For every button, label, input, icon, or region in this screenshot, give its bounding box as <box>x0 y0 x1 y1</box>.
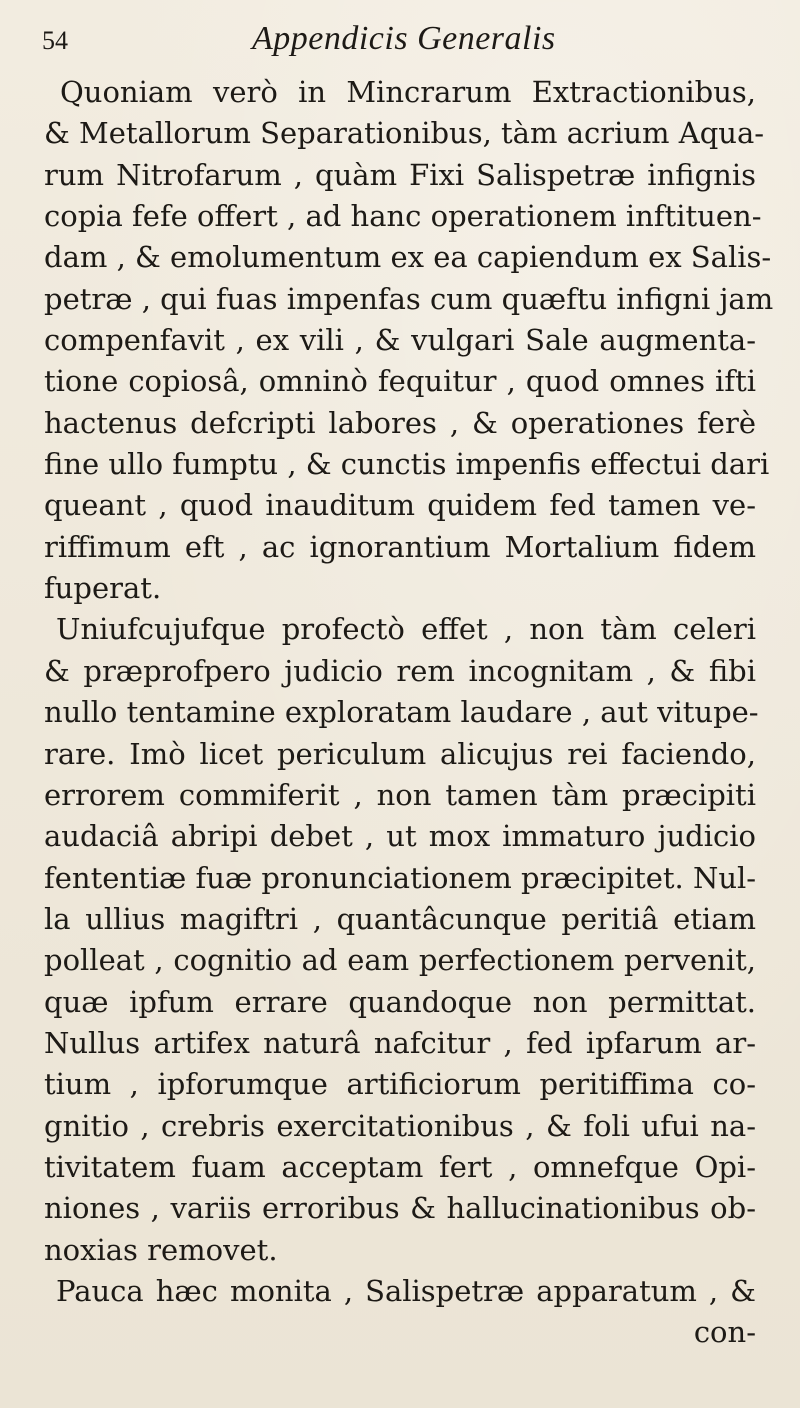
text-line: rum Nitrofarum , quàm Fixi Salispetræ infignis <box>44 157 756 192</box>
text-line: polleat , cognitio ad eam perfectionem pervenit, <box>44 943 756 978</box>
catchword: con- <box>693 1315 756 1350</box>
text-line: noxias removet. <box>44 1232 278 1267</box>
body-text <box>44 72 774 1354</box>
text-line: riffimum eft , ac ignorantium Mortalium fidem <box>44 529 756 564</box>
text-line: errorem commiferit , non tamen tàm præcipiti <box>44 777 756 812</box>
text-line: & præprofpero judicio rem incognitam , & fibi <box>44 653 756 688</box>
text-line: quæ ipfum errare quandoque non permittat. <box>44 984 756 1019</box>
text-line: nullo tentamine exploratam laudare , aut vitupe- <box>44 695 759 730</box>
text-line: copia fefe offert , ad hanc operationem inftituen- <box>44 199 762 234</box>
text-line: gnitio , crebris exercitationibus , & foli ufui na- <box>44 1108 756 1143</box>
text-line: tium , ipforumque artificiorum peritiffima co- <box>44 1067 756 1102</box>
text-line: Pauca hæc monita , Salispetræ apparatum , & <box>56 1273 756 1308</box>
text-line: queant , quod inauditum quidem fed tamen ve- <box>44 488 756 523</box>
text-line: & Metallorum Separationibus, tàm acrium Aqua- <box>44 116 765 151</box>
running-head: Appendicis Generalis <box>252 20 556 57</box>
page-number: 54 <box>42 26 68 55</box>
text-line: hactenus defcripti labores , & operationes ferè <box>44 405 756 440</box>
text-line: tivitatem fuam acceptam fert , omnefque Opi- <box>44 1149 756 1184</box>
text-line: Uniufcujufque profectò effet , non tàm celeri <box>56 612 756 647</box>
text-line: tione copiosâ, omninò fequitur , quod omnes ifti <box>44 364 756 399</box>
text-line: fuperat. <box>44 571 162 606</box>
text-line: dam , & emolumentum ex ea capiendum ex Salis- <box>44 240 772 275</box>
text-line: niones , variis erroribus & hallucinationibus ob- <box>44 1191 756 1226</box>
text-line: fine ullo fumptu , & cunctis impenfis effectui dari <box>44 447 770 482</box>
text-line: Nullus artifex naturâ nafcitur , fed ipfarum ar- <box>44 1025 756 1060</box>
text-line: Quoniam verò in Mincrarum Extractionibus, <box>60 75 756 109</box>
text-line: rare. Imò licet periculum alicujus rei faciendo, <box>44 736 756 771</box>
text-line: compenfavit , ex vili , & vulgari Sale augmenta- <box>44 323 756 358</box>
text-line: audaciâ abripi debet , ut mox immaturo judicio <box>44 819 756 854</box>
page-header <box>42 18 760 64</box>
text-line: fententiæ fuæ pronunciationem præcipitet. Nul- <box>44 860 757 895</box>
text-line: la ullius magiftri , quantâcunque peritiâ etiam <box>44 901 756 936</box>
text-line: petræ , qui fuas impenfas cum quæftu infigni jam <box>44 281 774 316</box>
